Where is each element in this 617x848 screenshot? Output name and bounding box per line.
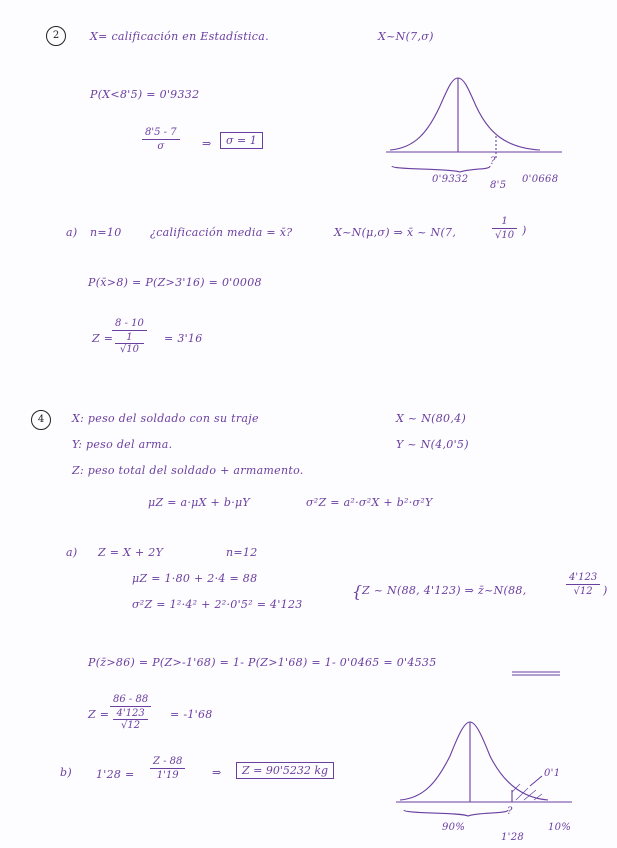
p4b-denominator: 1'19 <box>150 768 185 781</box>
p2-sigma-result: σ = 1 <box>220 132 263 149</box>
p4b-label: b) <box>60 766 72 779</box>
p4a-close-paren: ) <box>603 584 608 597</box>
p2a-z-den-numerator: 1 <box>126 332 133 343</box>
p4a-z-equals: Z = <box>88 708 110 721</box>
p2a-z-equals: Z = <box>92 332 114 345</box>
p4a-z-definition: Z = X + 2Y <box>98 546 164 559</box>
p2a-label: a) <box>66 226 78 239</box>
p2-fraction-denominator: σ <box>142 139 180 152</box>
p4a-brace: { <box>352 582 363 601</box>
p2a-question: ¿calificación media = x̄? <box>150 226 293 239</box>
p4-curve-x-label: 1'28 <box>501 832 525 843</box>
p4b-implies-arrow: ⇒ <box>212 766 222 779</box>
p2-variable-definition: X= calificación en Estadística. <box>90 30 269 43</box>
p4a-mean: μZ = 1·80 + 2·4 = 88 <box>132 572 258 585</box>
p4a-z-result: = -1'68 <box>170 708 213 721</box>
p4a-dist-numerator: 4'123 <box>569 572 598 583</box>
p4-curve-brace <box>404 810 508 816</box>
p2-implies-arrow: ⇒ <box>202 137 212 150</box>
p2-probability: P(X<8'5) = 0'9332 <box>90 88 200 101</box>
p2-curve-right-area: 0'0668 <box>522 174 559 185</box>
p4a-z-numerator: 86 - 88 <box>113 694 149 705</box>
problem-2-number: 2 <box>46 26 66 46</box>
p2-curve-left-area: 0'9332 <box>432 174 469 185</box>
p4a-n: n=12 <box>226 546 258 559</box>
p4b-left-side: 1'28 = <box>96 768 135 781</box>
p4a-z-den-denominator: √12 <box>113 719 148 731</box>
p4a-distribution: Z ~ N(88, 4'123) ⇒ z̄~N(88, <box>362 584 527 597</box>
problem-4-number: 4 <box>31 410 51 430</box>
p2a-n: n=10 <box>90 226 122 239</box>
p4-curve-question: ? <box>507 806 513 817</box>
p4-variance-formula: σ²Z = a²·σ²X + b²·σ²Y <box>306 496 433 509</box>
p4-curve-tail-label: 0'1 <box>544 768 561 779</box>
p4b-numerator: Z - 88 <box>153 756 183 767</box>
p2a-z-numerator: 8 - 10 <box>115 318 144 329</box>
p4-y-definition: Y: peso del arma. <box>72 438 173 451</box>
p4-y-distribution: Y ~ N(4,0'5) <box>396 438 469 451</box>
p2a-z-result: = 3'16 <box>164 332 203 345</box>
p4-x-definition: X: peso del soldado con su traje <box>72 412 259 425</box>
p4-x-distribution: X ~ N(80,4) <box>396 412 467 425</box>
p4-z-definition: Z: peso total del soldado + armamento. <box>72 464 304 477</box>
p4-mean-formula: μZ = a·μX + b·μY <box>148 496 250 509</box>
p2a-sampling-distribution: X~N(μ,σ) ⇒ x̄ ~ N(7, <box>334 226 457 239</box>
p4a-dist-denominator: √12 <box>566 584 600 597</box>
p4-curve-tail-arrow <box>530 776 542 786</box>
p2a-z-den-denominator: √10 <box>115 343 144 355</box>
p4a-z-den-numerator: 4'123 <box>116 708 145 719</box>
p4-curve-left-area: 90% <box>442 822 466 833</box>
p2-curve-question: ? <box>490 156 496 167</box>
p2-curve-x-label: 8'5 <box>490 180 507 191</box>
p4-curve-line <box>400 722 548 800</box>
p2a-close-paren: ) <box>522 224 527 237</box>
p4a-label: a) <box>66 546 78 559</box>
p2a-probability: P(x̄>8) = P(Z>3'16) = 0'0008 <box>88 276 262 289</box>
p4a-variance: σ²Z = 1²·4² + 2²·0'5² = 4'123 <box>132 598 303 611</box>
p4a-probability: P(z̄>86) = P(Z>-1'68) = 1- P(Z>1'68) = 1- 0'0465 = 0'4535 <box>88 656 437 669</box>
p2a-sampling-denominator: √10 <box>492 228 517 241</box>
p2-distribution: X~N(7,σ) <box>378 30 434 43</box>
p2-fraction-numerator: 8'5 - 7 <box>145 127 177 138</box>
p4-curve-tail-hatch <box>512 784 542 800</box>
p4-curve-right-area: 10% <box>548 822 572 833</box>
p2a-sampling-numerator: 1 <box>501 216 508 227</box>
p4b-result: Z = 90'5232 kg <box>236 762 334 779</box>
